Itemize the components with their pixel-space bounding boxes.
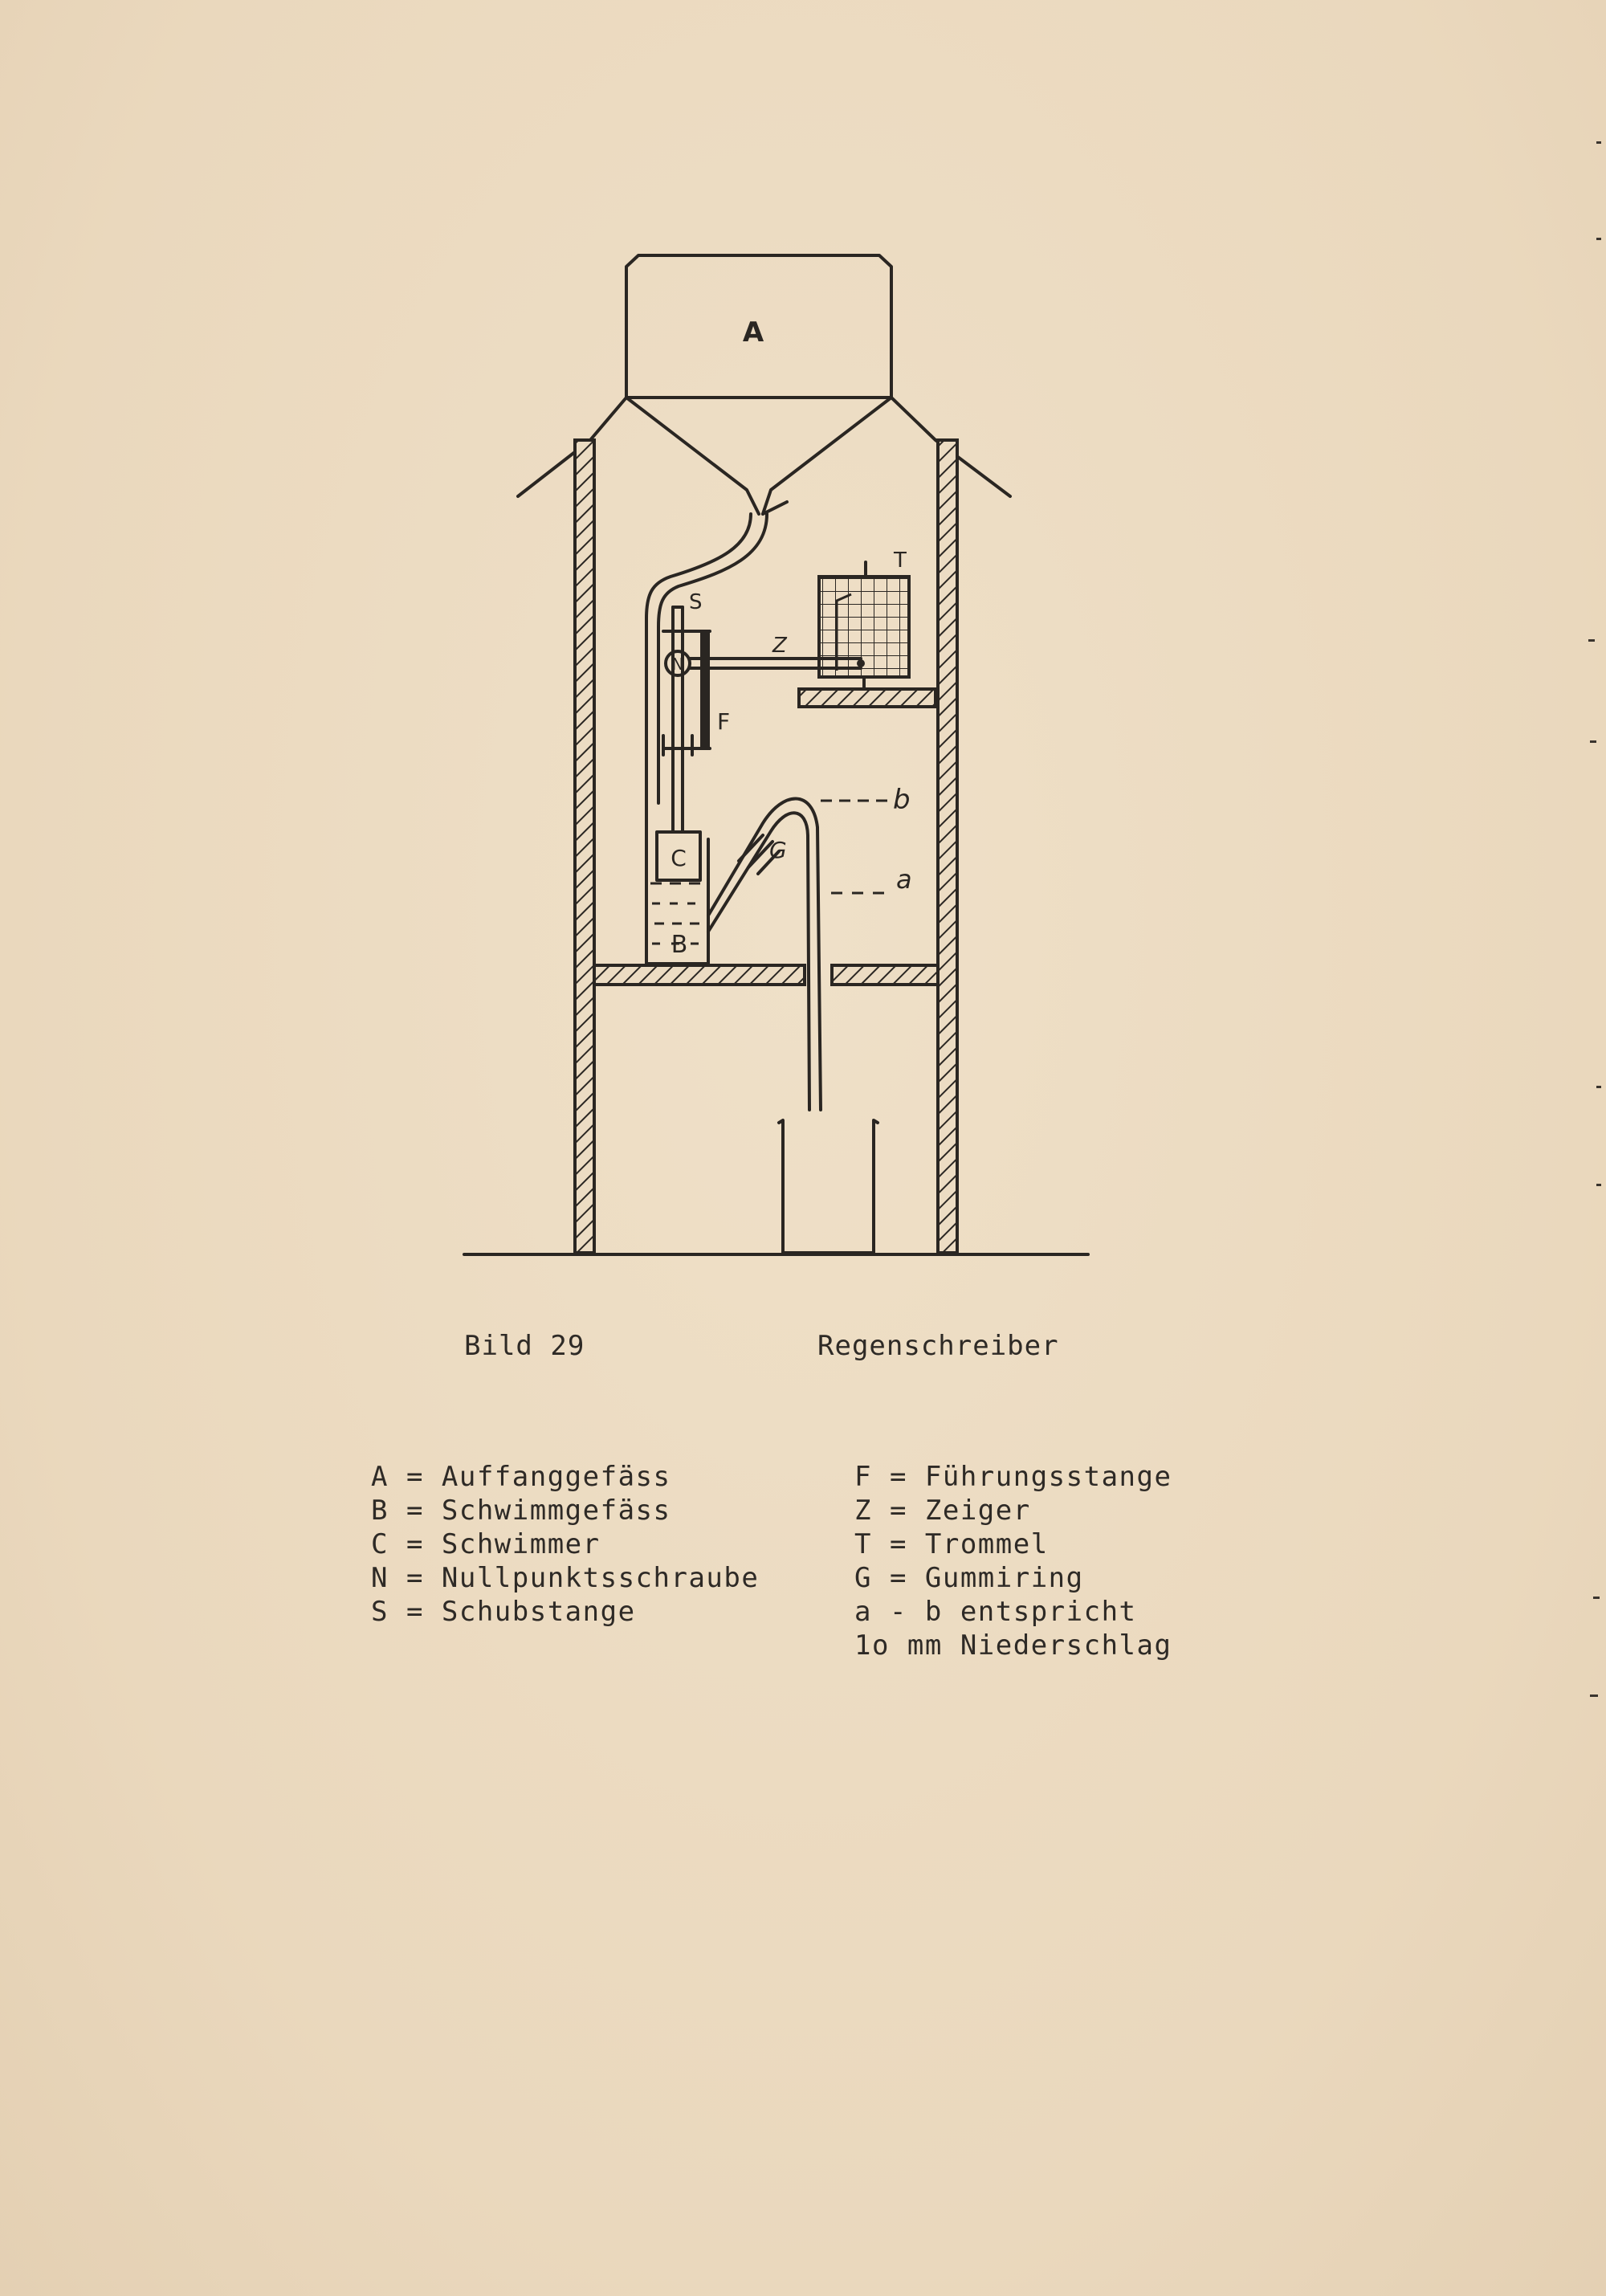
figure-number: Bild 29 [464, 1330, 585, 1362]
right-wall [938, 440, 957, 1253]
legend-item: T = Trommel [854, 1528, 1049, 1560]
siphon-tube [708, 798, 821, 1110]
edge-mark [1596, 238, 1601, 240]
label-a: A [742, 316, 764, 349]
label-c: C [671, 845, 687, 871]
legend-item: B = Schwimmgefäss [371, 1495, 671, 1527]
label-g: G [769, 837, 787, 863]
legend-item: F = Führungsstange [854, 1461, 1172, 1493]
edge-mark [1596, 141, 1601, 144]
edge-mark [1588, 639, 1595, 642]
collection-vessel [779, 1120, 878, 1253]
guide-rod-f [663, 631, 710, 755]
label-f: F [717, 708, 731, 735]
drum-t [819, 562, 909, 689]
label-s: S [689, 590, 703, 614]
label-b: B [671, 931, 688, 959]
edge-mark [1590, 740, 1596, 743]
label-n: N [671, 655, 684, 674]
collector-funnel-a [626, 255, 891, 514]
drum-shelf [799, 689, 935, 707]
legend-item: N = Nullpunktsschraube [371, 1562, 760, 1594]
legend-left-column [371, 1460, 759, 1629]
legend-item: Z = Zeiger [854, 1495, 1031, 1527]
shelf-right [832, 965, 938, 985]
legend-item: A = Auffanggefäss [371, 1461, 671, 1493]
legend-right-column [854, 1460, 1172, 1662]
legend-item: a - b entspricht [854, 1596, 1137, 1628]
edge-mark [1593, 1597, 1600, 1599]
label-b-level: b [893, 784, 911, 816]
label-t: T [894, 549, 907, 573]
edge-mark [1590, 1694, 1598, 1697]
edge-mark [1596, 1184, 1601, 1186]
legend-item: 1o mm Niederschlag [854, 1629, 1172, 1662]
left-wall [575, 440, 594, 1253]
push-rod-s [673, 607, 683, 832]
legend-item: G = Gummiring [854, 1562, 1084, 1594]
figure-title: Regenschreiber [817, 1330, 1059, 1362]
legend-item: C = Schwimmer [371, 1528, 601, 1560]
label-a-level: a [896, 864, 912, 895]
legend-item: S = Schubstange [371, 1596, 636, 1628]
label-z: Z [772, 634, 787, 658]
shelf-left [594, 965, 805, 985]
edge-mark [1596, 1086, 1601, 1088]
